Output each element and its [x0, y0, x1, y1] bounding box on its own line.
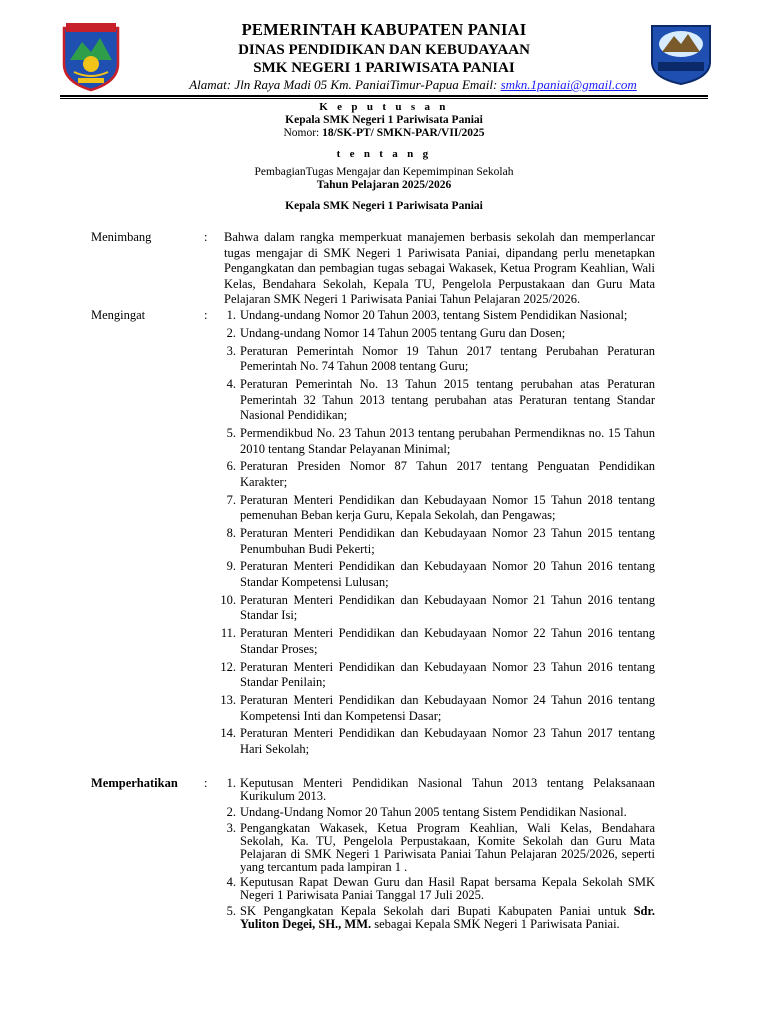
decree-number-label: Nomor:: [283, 127, 323, 139]
list-text: Undang-Undang Nomor 20 Tahun 2005 tentang Sistem Pendidikan Nasional.: [240, 804, 627, 819]
address-text: Alamat: Jln Raya Madi 05 Km. PaniaiTimur-Papua Email:: [189, 77, 501, 92]
list-number: 3.: [226, 343, 236, 358]
list-text: Peraturan Menteri Pendidikan dan Kebudayaan Nomor 15 Tahun 2018 tentang pemenuhan Beban kerja Guru, Kepala Sekolah, dan Pengawas;: [240, 492, 655, 523]
list-item: [226, 904, 655, 932]
list-item: [220, 726, 655, 757]
list-item: [226, 343, 655, 375]
letterhead-school: SMK NEGERI 1 PARIWISATA PANIAI: [253, 60, 515, 76]
list-item: [220, 626, 655, 657]
list-item: [226, 875, 655, 903]
mengingat-list: [220, 308, 655, 760]
decree-about: t e n t a n g: [336, 148, 432, 160]
list-text: Peraturan Menteri Pendidikan dan Kebudayaan Nomor 22 Tahun 2016 tentang Standar Proses;: [240, 626, 655, 656]
decree-number: [0, 127, 768, 139]
list-number: 2.: [226, 325, 236, 340]
letterhead-agency: DINAS PENDIDIKAN DAN KEBUDAYAAN: [238, 42, 530, 58]
list-item: [226, 325, 655, 342]
letterhead-rule-thin: [60, 98, 708, 99]
memperhatikan-colon: :: [204, 776, 208, 790]
decree-subject-line2: Tahun Pelajaran 2025/2026: [316, 179, 452, 191]
memperhatikan-label: Memperhatikan: [91, 776, 178, 790]
decree-issuer-2: Kepala SMK Negeri 1 Pariwisata Paniai: [285, 200, 483, 212]
list-number: 11.: [220, 626, 236, 641]
list-number: 13.: [220, 692, 236, 707]
list-item: [226, 776, 655, 803]
list-text: Peraturan Menteri Pendidikan dan Kebudayaan Nomor 24 Tahun 2016 tentang Kompetensi Inti dan Kompetensi Dasar;: [240, 692, 655, 723]
menimbang-label: Menimbang: [91, 230, 152, 244]
list-item: [226, 820, 655, 874]
list-text: Peraturan Menteri Pendidikan dan Kebudayaan Nomor 20 Tahun 2016 tentang Standar Kompetensi Lulusan;: [240, 559, 655, 589]
list-text: Permendikbud No. 23 Tahun 2013 tentang perubahan Permendiknas no. 15 Tahun 2010 tentang Standar Pelayanan Minimal;: [240, 425, 655, 456]
memperhatikan-list: [226, 776, 655, 934]
list-number: 14.: [220, 726, 236, 741]
list-text: Peraturan Menteri Pendidikan dan Kebudayaan Nomor 23 Tahun 2017 tentang Hari Sekolah;: [240, 726, 655, 756]
list-text: Peraturan Pemerintah Nomor 19 Tahun 2017 tentang Perubahan Peraturan Pemerintah No. 74 Tahun 2008 tentang Guru;: [240, 343, 655, 374]
list-item: [226, 459, 655, 490]
list-number: 2.: [226, 804, 236, 819]
list-text: Undang-undang Nomor 14 Tahun 2005 tentang Guru dan Dosen;: [240, 325, 566, 340]
list-number: 4.: [226, 376, 236, 391]
decree-heading: K e p u t u s a n: [319, 101, 449, 113]
list-item: [226, 492, 655, 524]
list-item: [226, 526, 655, 557]
list-text: Keputusan Menteri Pendidikan Nasional Tahun 2013 tentang Pelaksanaan Kurikulum 2013.: [240, 776, 655, 803]
menimbang-colon: :: [204, 230, 208, 244]
list-text: Peraturan Menteri Pendidikan dan Kebudayaan Nomor 21 Tahun 2016 tentang Standar Isi;: [240, 592, 655, 623]
list-number: 1.: [226, 776, 236, 790]
mengingat-colon: :: [204, 308, 208, 322]
appointee-name: Sdr. Yuliton Degei, SH., MM.: [240, 904, 655, 932]
list-text: Peraturan Menteri Pendidikan dan Kebudayaan Nomor 23 Tahun 2016 tentang Standar Penilain;: [240, 659, 655, 690]
kabupaten-paniai-logo: [60, 20, 122, 92]
list-number: 12.: [220, 659, 236, 674]
letterhead-address: [128, 77, 698, 93]
mengingat-label: Mengingat: [91, 308, 146, 322]
list-text: Undang-undang Nomor 20 Tahun 2003, tentang Sistem Pendidikan Nasional;: [240, 308, 628, 322]
decree-issuer: Kepala SMK Negeri 1 Pariwisata Paniai: [285, 114, 483, 126]
list-text: Pengangkatan Wakasek, Ketua Program Keahlian, Wali Kelas, Bendahara Sekolah, Ka. TU, Pengelola Perpustakaan, Komite Sekolah dan Guru Mata Pelajaran di SMK Negeri 1 Pariwisata Paniai Tahun Pelajaran 2025/2026, seperti yang tercantum pada lampiran 1 .: [240, 820, 655, 874]
menimbang-text: Bahwa dalam rangka memperkuat manajemen berbasis sekolah dan memperlancar tugas mengajar di SMK Negeri 1 Pariwisata Paniai, dipandang perlu menetapkan Pengangkatan dan pembagian tugas sebagai Wakasek, Ketua Program Keahlian, Wali Kelas, Bendahara Sekolah, Kepala TU, Pengelola Perpustakaan dan Guru Mata Pelajaran SMK Negeri 1 Pariwisata Paniai Tahun Pelajaran 2025/2026.: [224, 230, 655, 307]
list-number: 7.: [226, 492, 236, 507]
email-link[interactable]: smkn.1paniai@gmail.com: [500, 77, 637, 92]
list-text: Peraturan Presiden Nomor 87 Tahun 2017 tentang Penguatan Pendidikan Karakter;: [240, 459, 655, 489]
decree-subject-line1: PembagianTugas Mengajar dan Kepemimpinan Sekolah: [254, 166, 514, 178]
list-number: 4.: [226, 875, 236, 890]
list-number: 5.: [226, 904, 236, 919]
list-item: [226, 308, 655, 324]
decree-number-value: 18/SK-PT/ SMKN-PAR/VII/2025: [322, 127, 485, 139]
list-item: [220, 692, 655, 724]
list-item: [226, 376, 655, 424]
list-number: 1.: [226, 308, 236, 322]
list-text: Peraturan Pemerintah No. 13 Tahun 2015 tentang perubahan atas Peraturan Pemerintah 32 Tahun 2013 tentang perubahan atas Peraturan tentang Standar Nasional Pendidikan;: [240, 376, 655, 423]
list-text: Keputusan Rapat Dewan Guru dan Hasil Rapat bersama Kepala Sekolah SMK Negeri 1 Pariwisata Paniai Tanggal 17 Juli 2025.: [240, 875, 655, 903]
list-item: [220, 659, 655, 691]
list-item: [220, 592, 655, 624]
list-text: Peraturan Menteri Pendidikan dan Kebudayaan Nomor 23 Tahun 2015 tentang Penumbuhan Budi Pekerti;: [240, 526, 655, 556]
list-number: 5.: [226, 425, 236, 440]
list-item: [226, 804, 655, 819]
list-item: [226, 425, 655, 457]
list-number: 8.: [226, 526, 236, 541]
list-number: 10.: [220, 592, 236, 607]
list-text-before: SK Pengangkatan Kepala Sekolah dari Bupati Kabupaten Paniai untuk: [240, 904, 634, 919]
list-number: 9.: [226, 559, 236, 574]
list-item: [226, 559, 655, 590]
letterhead-government: PEMERINTAH KABUPATEN PANIAI: [241, 20, 527, 39]
list-text-after: sebagai Kepala SMK Negeri 1 Pariwisata Paniai.: [371, 917, 620, 932]
letterhead-rule-thick: [60, 95, 708, 97]
list-number: 6.: [226, 459, 236, 474]
list-number: 3.: [226, 820, 236, 835]
